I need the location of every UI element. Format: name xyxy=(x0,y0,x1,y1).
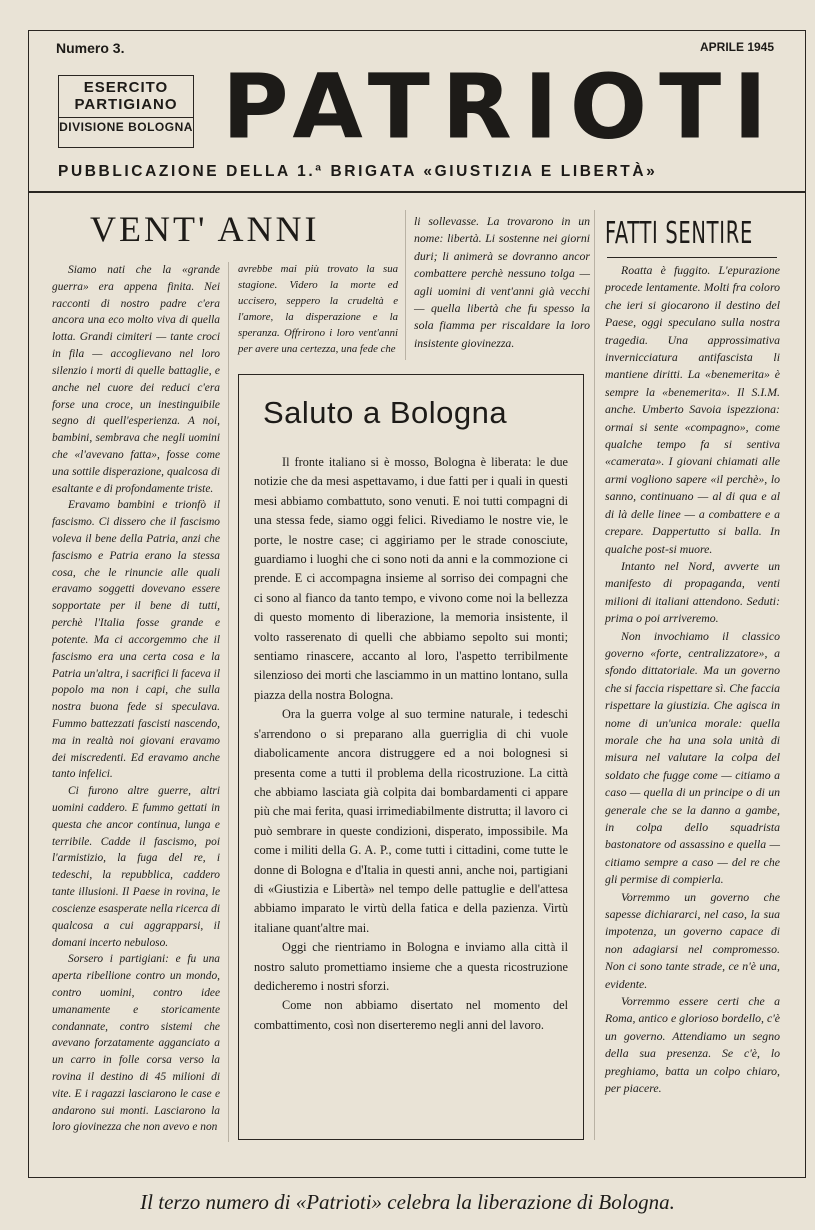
header-divider xyxy=(28,191,806,193)
column-divider xyxy=(405,210,406,360)
vent-anni-column-2 xyxy=(238,262,398,358)
article-paragraph: Non invochiamo il classico governo «forte, centralizzatore», a sfondo dittatoriale. Ma un governo che si faccia rispettare sì. Che faccia rispettare la giustizia. Che agisca in nome di un'unica morale: quella morale che ha una sola unità di misura nel valutare la colpa del soldato che fugge come — citiamo a caso — quella di un principe o di un generale che se la danno a gambe, in colpa dello squadrista bastonatore od assassino e quella — citiamo sempre a caso — del re che gli permise di compierla. xyxy=(605,628,780,887)
vent-anni-headline: VENT' ANNI xyxy=(90,209,320,249)
vent-anni-column-3 xyxy=(414,213,590,352)
article-paragraph: avrebbe mai più trovato la sua stagione. Videro la morte ed uccisero, seppero la crudeltà e l'amore, la disperazione e la speranza. Offrirono i loro vent'anni per avere una certezza, una fede che xyxy=(238,263,398,355)
saluto-body xyxy=(254,453,568,1035)
photo-caption: Il terzo numero di «Patrioti» celebra la liberazione di Bologna. xyxy=(140,1190,675,1214)
article-paragraph: Ci furono altre guerre, altri uomini caddero. E fummo gettati in questa che ancor continua, lunga e terribile. Cadde il fascismo, poi l'armistizio, la fuga del re, i tedeschi, la repubblica, caddero tante illusioni. Il Paese in rovina, le coscienze esasperate nella ricerca di qualcosa a cui aggrapparsi, il domani incerto nebuloso. xyxy=(52,785,220,949)
fatti-sentire-column xyxy=(605,262,780,1098)
column-divider xyxy=(594,210,595,1140)
issue-number: Numero 3. xyxy=(56,40,125,56)
vent-anni-column-1 xyxy=(52,262,220,1136)
fatti-headline-underline xyxy=(607,257,777,258)
article-paragraph: Intanto nel Nord, avverte un manifesto di propaganda, venti milioni di italiani attendono. Seduti: prima o poi arriveremo. xyxy=(605,558,780,626)
column-divider xyxy=(228,262,229,1142)
masthead-title: PATRIOTI xyxy=(222,56,779,159)
article-paragraph: Vorremmo essere certi che a Roma, antico e glorioso bordello, c'è un governo. Attendiamo un segno della sua presenza. Se c'è, lo preghiamo, batta un colpo chiaro, per piacere. xyxy=(605,994,780,1096)
article-paragraph: Sorsero i partigiani: e fu una aperta ribellione contro un mondo, contro uomini, contro idee umanamente e storicamente condannate, contro sistemi che avevano forzatamente agganciato a un carro in folle corsa verso la rovina il destino di 45 milioni di vite. E i ragazzi lasciarono le case e andarono sui monti. Lasciarono la loro giovinezza che non avevo e non xyxy=(52,953,220,1134)
article-paragraph: Ora la guerra volge al suo termine naturale, i tedeschi s'arrendono o si preparano alla guerriglia di chi vuole diabolicamente ancora distruggere ed a noi bolognesi si presenta come a tutti il problema della ricostruzione. La città che abbiamo lasciata già colpita dai bombardamenti ci appare più che mai ferita, quasi irrimediabilmente distrutta; il lavoro ci può sembrare in queste condizioni, disperato, impossibile. Ma come i militi della G. A. P., come tutti i cittadini, come tutte le donne di Bologna e d'Italia in questi anni, anche noi, partigiani di «Giustizia e Libertà» nel tempo delle pattuglie e dell'attesa abbiamo imparato le virtù della fatica e della pazienza. Virtù italiane quant'altre mai. xyxy=(254,707,568,935)
masthead-subtitle: PUBBLICAZIONE DELLA 1.ª BRIGATA «GIUSTIZIA E LIBERTÀ» xyxy=(58,163,658,180)
article-paragraph: Vorremmo un governo che sapesse dichiararci, nel caso, la sua impotenza, un governo capace di non adagiarsi nel compromesso. Non ci sono tante strade, ce n'è una, evidente. xyxy=(605,889,780,991)
stamp-line-1: ESERCITO xyxy=(83,79,169,96)
article-paragraph: Siamo nati che la «grande guerra» era appena finita. Nei racconti di nostro padre c'era ancora una eco molto viva di quella lotta. Grandi cimiteri — tante croci in fila — accoglievano nel loro silenzio i morti di quelle battaglie, e anche nel cuore dei reduci c'era forse una croce, un inestinguibile segno di quell'esperienza. A noi, bambini, sembrava che negli uomini che «l'avevano fatta», fosse come una sottile disperazione, qualcosa di esaltante e di profondamente triste. xyxy=(52,264,220,495)
stamp-line-2: PARTIGIANO xyxy=(74,96,178,113)
article-paragraph: Come non abbiamo disertato nel momento del combattimento, così non diserteremo negli anni del lavoro. xyxy=(254,998,568,1032)
army-stamp-box xyxy=(58,75,194,148)
article-paragraph: Eravamo bambini e trionfò il fascismo. Ci dissero che il fascismo voleva il bene della Patria, anzi che fascismo e Patria erano la stessa cosa, che le rinuncie alle quali eravamo soggetti dovevano essere sopportate per il bene di tutti, perchè l'Italia fosse grande e potente. Ma ci accorgemmo che il fascismo era una certa cosa e la Patria un'altra, i sacrifici li faceva il popolo ma non i capi, che sulla nostra buona fede si speculava. Fummo battezzati fascisti nascendo, ma in realtà noi giovani eravamo dei miscredenti. Ed eravamo anche tanto infelici. xyxy=(52,499,220,781)
article-paragraph: Roatta è fuggito. L'epurazione procede lentamente. Molti fra coloro che ieri si giocarono il destino del Paese, oggi speculano sulla nostra tragedia. Una approssimativa invernicciatura antifascista li mantiene diritti. La «benemerita» è sempre la «benemerita». Il S.I.M. anche. Umberto Savoia ispezziona: ormai si sente «compagno», come qualche tempo fa si sentiva «camerata». I giovani chiamati alle armi vogliono sapere «il perchè», lo sanno, continuano — al di qua e al di là delle linee — a combattere e a crepare. Dappertutto si balla. In qualche post-si muore. xyxy=(605,263,780,556)
article-paragraph: Il fronte italiano si è mosso, Bologna è liberata: le due notizie che da mesi aspettavamo, i due fatti per i quali in questi mesi abbiamo combattuto, sono venuti. E noi tutti compagni di una stessa fede, siamo oggi felici. Rivediamo le nostre vie, le porte, le nostre case; ci aggiriamo per le strade conosciute, guardiamo i luoghi che ci sono noti da anni e la commozione ci prende. E ci accompagna insieme al sorriso dei compagni che ci sono al fianco da tanto tempo, e vivono come noi la bellezza di questo momento di liberazione, la memoria insistente, il volto rasserenato di quelli che abbiamo sepolto sui monti; sentiamo rinascere, accanto al loro, l'aspetto terribilmente silenzioso dei morti che lasciammo in un mattino lontano, sulla piazza della nostra Bologna. xyxy=(254,455,568,702)
fatti-sentire-headline: FATTI SENTIRE xyxy=(605,216,753,251)
issue-date: APRILE 1945 xyxy=(700,40,775,54)
stamp-line-3: DIVISIONE BOLOGNA xyxy=(59,117,193,136)
article-paragraph: Oggi che rientriamo in Bologna e inviamo alla città il nostro saluto promettiamo insieme che a questa ricostruzione dedicheremo i nostri sforzi. xyxy=(254,940,568,993)
saluto-headline: Saluto a Bologna xyxy=(263,395,508,430)
article-paragraph: li sollevasse. La trovarono in un nome: libertà. Li sostenne nei giorni duri; li animerà se dovranno ancor combattere perchè nessuno tolga — agli uomini di vent'anni già vecchi — quella libertà che fu spesso la sola fiamma per riscaldare la loro insistente giovinezza. xyxy=(414,214,590,350)
